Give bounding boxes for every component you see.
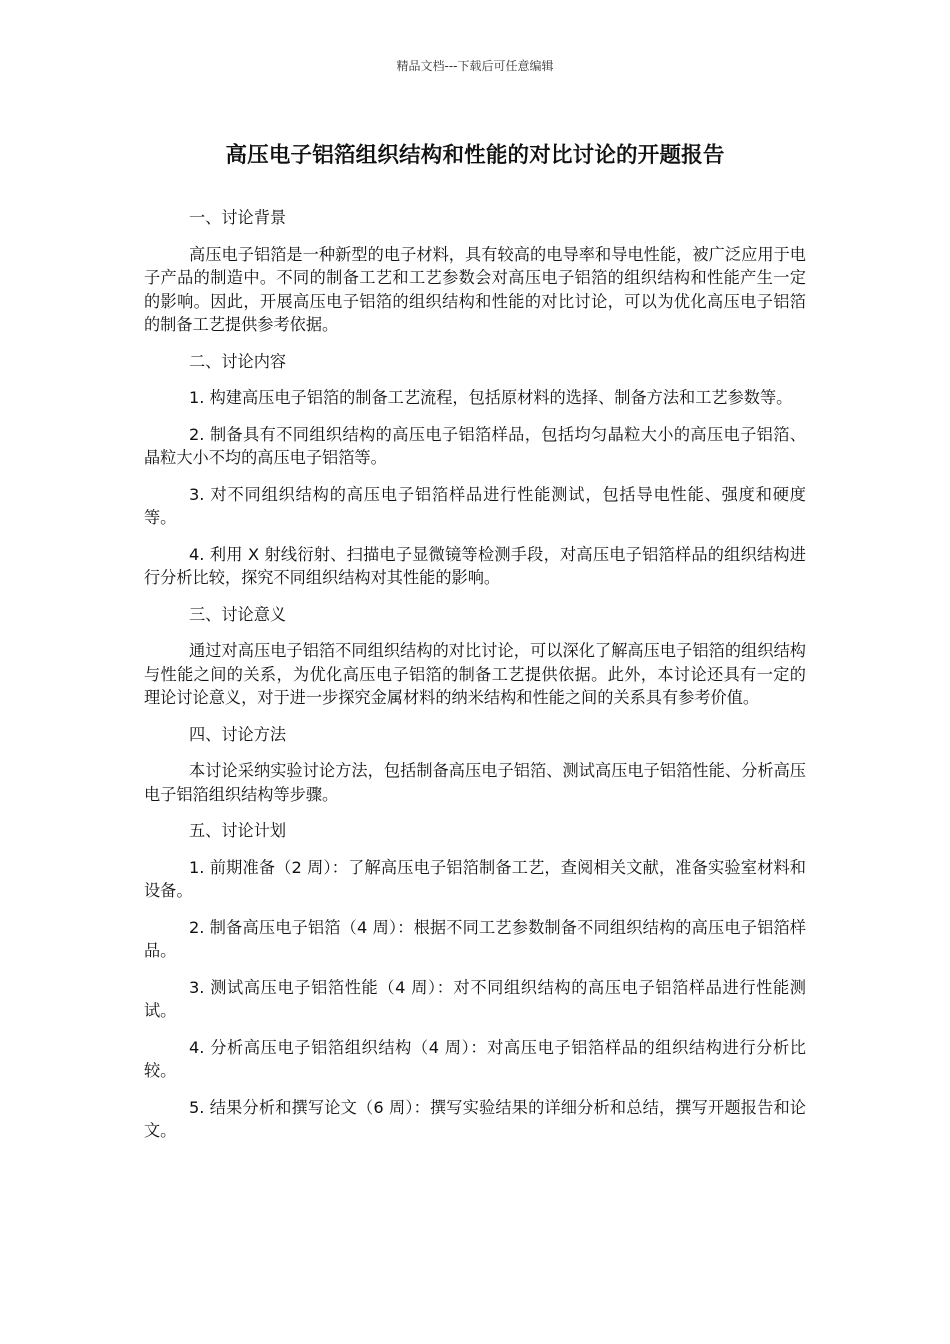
list-item: 3. 对不同组织结构的高压电子铝箔样品进行性能测试，包括导电性能、强度和硬度等。 xyxy=(144,484,806,527)
section-method xyxy=(144,723,806,807)
list-item: 3. 测试高压电子铝箔性能（4 周）：对不同组织结构的高压电子铝箔样品进行性能测试。 xyxy=(144,977,806,1020)
list-item: 2. 制备具有不同组织结构的高压电子铝箔样品，包括均匀晶粒大小的高压电子铝箔、晶粒大小不均的高压电子铝箔等。 xyxy=(144,424,806,467)
list-item: 5. 结果分析和撰写论文（6 周）：撰写实验结果的详细分析和总结，撰写开题报告和论文。 xyxy=(144,1097,806,1140)
section-background xyxy=(144,206,806,337)
header-note: 精品文档---下载后可任意编辑 xyxy=(396,59,554,73)
section-heading: 三、讨论意义 xyxy=(189,604,287,624)
document-title: 高压电子铝箔组织结构和性能的对比讨论的开题报告 xyxy=(225,143,725,168)
section-heading: 一、讨论背景 xyxy=(189,208,287,227)
list-item: 2. 制备高压电子铝箔（4 周）：根据不同工艺参数制备不同组织结构的高压电子铝箔样品。 xyxy=(144,917,806,960)
list-item: 4. 分析高压电子铝箔组织结构（4 周）：对高压电子铝箔样品的组织结构进行分析比较。 xyxy=(144,1037,806,1080)
section-content xyxy=(144,350,806,590)
paragraph: 本讨论采纳实验讨论方法，包括制备高压电子铝箔、测试高压电子铝箔性能、分析高压电子铝箔组织结构等步骤。 xyxy=(144,761,806,804)
section-heading: 二、讨论内容 xyxy=(189,351,287,371)
paragraph: 通过对高压电子铝箔不同组织结构的对比讨论，可以深化了解高压电子铝箔的组织结构与性能之间的关系，为优化高压电子铝箔的制备工艺提供依据。此外，本讨论还具有一定的理论讨论意义，对于进一步探究金属材料的纳米结构和性能之间的关系具有参考价值。 xyxy=(144,641,806,707)
section-heading: 四、讨论方法 xyxy=(189,724,287,744)
document-body xyxy=(144,206,806,1156)
section-heading: 五、讨论计划 xyxy=(189,821,287,840)
list-item: 1. 前期准备（2 周）：了解高压电子铝箔制备工艺，查阅相关文献，准备实验室材料和设备。 xyxy=(144,857,806,900)
section-plan xyxy=(144,819,806,1143)
list-item: 1. 构建高压电子铝箔的制备工艺流程，包括原材料的选择、制备方法和工艺参数等。 xyxy=(189,388,793,407)
list-item: 4. 利用 X 射线衍射、扫描电子显微镜等检测手段，对高压电子铝箔样品的组织结构进行分析比较，探究不同组织结构对其性能的影响。 xyxy=(144,544,806,587)
section-significance xyxy=(144,603,806,710)
paragraph: 高压电子铝箔是一种新型的电子材料，具有较高的电导率和导电性能，被广泛应用于电子产品的制造中。不同的制备工艺和工艺参数会对高压电子铝箔的组织结构和性能产生一定的影响。因此，开展高压电子铝箔的组织结构和性能的对比讨论，可以为优化高压电子铝箔的制备工艺提供参考依据。 xyxy=(144,244,806,334)
